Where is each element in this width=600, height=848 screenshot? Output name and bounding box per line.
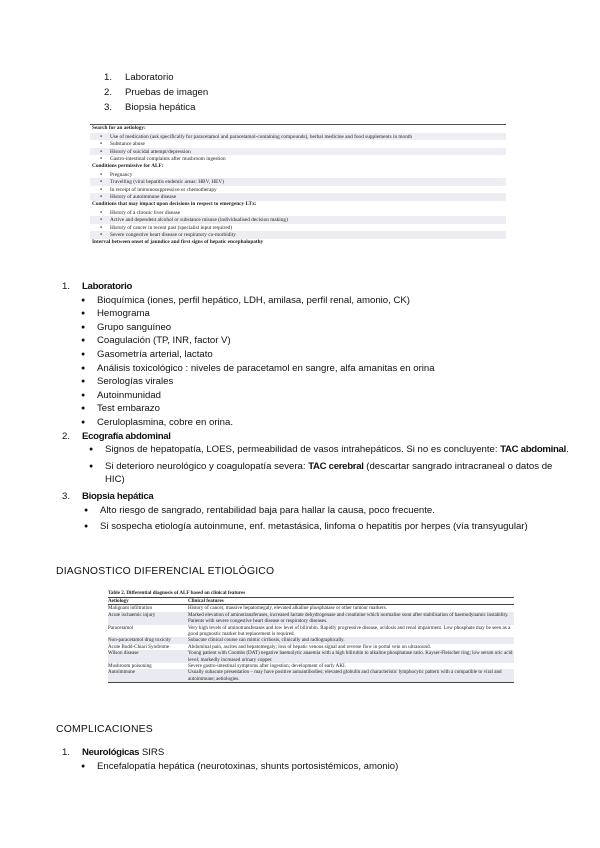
list-item: ● Hemograma (81, 308, 150, 320)
list-item: ● Grupo sanguíneo (81, 321, 172, 333)
table-caption: Table 2. Differential diagnosis of ALF based on clinical features (108, 590, 246, 596)
table-row: Autoimmune Usually subacute presentation – may have positive autoantibodies; elevated globulin and characteristic lymphocytic pattern with a compatible to viral and autoimmune; aetiologies. (108, 669, 514, 682)
table-item: ● History of cancer in recent past (specialist input required) (90, 224, 506, 232)
top-list (104, 70, 208, 115)
table-item: ● Pregnancy (90, 171, 506, 179)
list-item: ● Autoinmunidad (81, 389, 162, 401)
table-header: Aetiology Clinical features (108, 598, 224, 604)
differential-heading: DIAGNOSTICO DIFERENCIAL ETIOLÓGICO (56, 566, 275, 577)
list-item: ● Si deterioro neurológico y coagulopatía severa: TAC cerebral (descartar sangrado intracraneal o datos de HIC) (89, 460, 553, 486)
list-item: ● Encefalopatía hepática (neurotoxinas, shunts portosistémicos, amonio) (81, 760, 399, 772)
table-row: Acute Budd-Chiari Syndrome Abdominal pain, ascites and hepatomegaly; loss of hepatic venous signal and reverse flow in portal vein on ultrasound. (108, 643, 431, 650)
list-item: ● Signos de hepatopatía, LOES, permeabilidad de vasos intrahepáticos. Si no es concluyente: TAC abdominal. (89, 444, 569, 456)
table-row: Non-paracetamol drug toxicity Subacute clinical course can mimic cirrhosis, clinically and radiographically. (108, 637, 514, 643)
table-item: ● History of autoimmune disease (90, 193, 506, 201)
table-section-header: Interval between onset of jaundice and first signs of hepatic encephalopathy (92, 238, 264, 245)
section-title: Neurológicas (82, 747, 140, 758)
table-row: Mushroom poisoning Severe gastro-intestinal symptoms after ingestion; development of early AKI. (108, 663, 347, 670)
table-row: Acute ischaemic injury Marked elevation of aminotransferases, increased lactate dehydrogenase and creatinine which normalise soon after stabilisation of haemodynamic instability. Patients with severe congestive heart disease or respiratory diseases. (108, 612, 514, 625)
table-item: ● Severe congestive heart disease or respiratory co-morbidity (90, 231, 506, 239)
list-item: ● Test embarazo (81, 403, 160, 415)
table-item: ● Use of medication (ask specifically for paracetamol and paracetamol-containing compounds), herbal medicine and food supplements in month (90, 133, 506, 141)
list-item: ● Gasometría arterial, lactato (81, 348, 213, 360)
list-item: ● Análisis toxicológico : niveles de paracetamol en sangre, alfa amanitas en orina (81, 362, 435, 374)
complications-list (62, 746, 572, 773)
list-item: 2. Pruebas de imagen (104, 87, 209, 98)
section-heading: 1. Laboratorio (62, 281, 132, 292)
table-item: ● History of a chronic liver disease (90, 209, 506, 217)
table-item: ● In receipt of immunosuppressive or chemotherapy (90, 186, 506, 194)
list-item: ● Serologías virales (81, 376, 174, 388)
table-section-header: Conditions that may impact upon decisions in respect to emergency LTx: (92, 200, 257, 207)
list-item: ● Alto riesgo de sangrado, rentabilidad baja para hallar la causa, poco frecuente. (84, 504, 435, 516)
neuro-items (62, 760, 572, 774)
lab-items (62, 294, 572, 430)
table-item: ● Travelling (viral hepatitis endemic areas: HBV, HEV) (90, 178, 506, 186)
list-item: 1. Laboratorio (104, 72, 174, 83)
complications-heading: COMPLICACIONES (56, 724, 153, 735)
conditions-table-image (90, 124, 506, 268)
table-row: Wilson disease Young patient with Coombs (DAT) negative haemolytic anaemia with a high bilirubin to alkaline phosphatase ratio. Kayser-Fleischer ring; low serum uric acid level; markedly increased urinary copper. (108, 650, 513, 663)
imaging-items (62, 443, 572, 487)
list-item: ● Si sospecha etiología autoinmune, enf. metastásica, linfoma o hepatitis por herpes (vía transyugular) (84, 521, 528, 533)
table-item: ● Gastro-intestinal complaints after mushroom ingestion (90, 155, 506, 163)
workup-list (62, 280, 572, 534)
section-heading: 3. Biopsia hepática (62, 490, 154, 502)
section-title: Laboratorio (82, 281, 132, 292)
table-section-header: Conditions permissive for ALF: (92, 162, 164, 169)
list-item: ● Bioquímica (iones, perfil hepático, LDH, amilasa, perfil renal, amonio, CK) (81, 294, 411, 306)
table-item: ● Substance abuse (90, 140, 506, 148)
list-item: 3. Biopsia hepática (104, 102, 196, 113)
section-heading: 2. Ecografía abdominal (62, 430, 171, 442)
biopsy-items (62, 504, 572, 534)
section-title: Biopsia hepática (82, 490, 154, 502)
list-item: ● Ceruloplasmina, cobre en orina. (81, 416, 233, 428)
section-title: Ecografía abdominal (82, 430, 171, 442)
table-row: Malignant infiltration History of cancer, massive hepatomegaly, elevated alkaline phosphatase or other tumour markers. (108, 605, 387, 612)
list-item: ● Coagulación (TP, INR, factor V) (81, 335, 231, 347)
table-row: Paracetamol Very high levels of aminotransferases and low level of bilirubin. Rapidly progressive disease, acidosis and renal impairment. Low phosphate may be seen as a good prognostic marker but replacement is required. (108, 624, 511, 638)
section-heading: 1. Neurológicas SIRS (62, 747, 165, 758)
table-item: ● History of suicidal attempt/depression (90, 148, 506, 156)
table-section-header: Search for an aetiology: (92, 125, 146, 131)
table-item: ● Active and dependent alcohol or substance misuse (individualised decision making) (90, 216, 506, 224)
differential-table-image (108, 589, 514, 711)
